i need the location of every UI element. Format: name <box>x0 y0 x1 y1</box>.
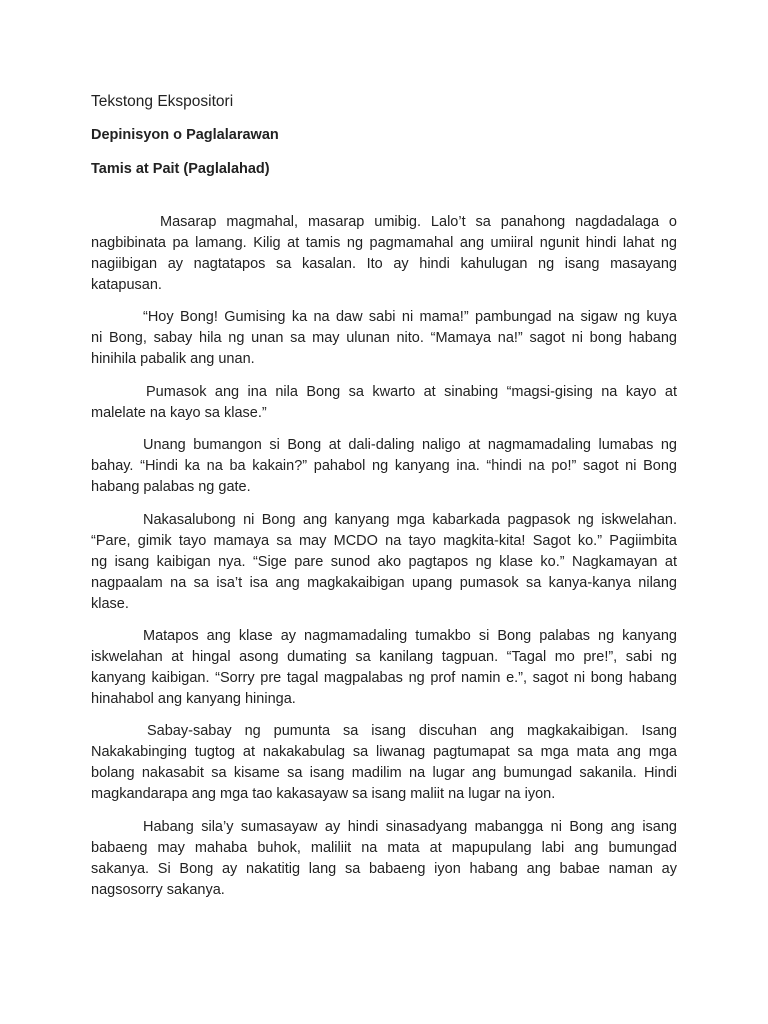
paragraph-line: habang palabas ng gate. <box>91 479 251 496</box>
paragraph-line: sakanya. Si Bong ay nakatitig lang sa babaeng iyon habang ang babae naman ay <box>91 860 677 877</box>
paragraph-line: malelate na kayo sa klase.” <box>91 404 267 421</box>
paragraph-line: bolang nakasabit sa kisame sa isang madilim na lugar ang bumungad sakanila. Hindi <box>91 765 677 782</box>
paragraph-line: nagbibinata pa lamang. Kilig at tamis ng pagmamahal ang umiiral ngunit hindi lahat ng <box>91 235 677 251</box>
document-title: Tekstong Ekspositori <box>91 93 234 110</box>
paragraph <box>91 382 677 424</box>
paragraph <box>91 435 677 498</box>
paragraph <box>91 626 677 710</box>
paragraph-line: Sabay-sabay ng pumunta sa isang discuhan ang magkakaibigan. Isang <box>147 723 677 740</box>
paragraph-line: Pumasok ang ina nila Bong sa kwarto at sinabing “magsi-gising na kayo at <box>146 383 677 400</box>
paragraph-line: nagiibigan ay nagtatapos sa kasalan. Ito ay hindi kahulugan ng isang masayang <box>91 256 677 272</box>
paragraph <box>91 212 677 296</box>
paragraph-line: Habang sila’y sumasayaw ay hindi sinasadyang mabangga ni Bong ang isang <box>143 818 677 835</box>
paragraph-line: bahay. “Hindi ka na ba kakain?” pahabol ng kanyang ina. “hindi na po!” sagot ni Bong <box>91 458 677 475</box>
paragraph-line: ni Bong, sabay hila ng unan sa may ulunan nito. “Mamaya na!” sagot ni bong habang <box>91 330 677 347</box>
paragraph-line: iskwelahan at hingal asong dumating sa kanilang tagpuan. “Tagal mo pre!”, sabi ng <box>91 648 677 665</box>
document-subtitle: Depinisyon o Paglalarawan <box>91 127 279 143</box>
paragraph-line: nagpaalam na sa isa’t isa ang magkakaibigan upang pumasok sa kanya-kanya nilang <box>91 574 677 591</box>
paragraph <box>91 817 677 901</box>
paragraph-line: Unang bumangon si Bong at dali-daling naligo at nagmamadaling lumabas ng <box>143 437 677 454</box>
paragraph-line: hinahabol ang kanyang hininga. <box>91 690 296 707</box>
paragraph-line: Matapos ang klase ay nagmamadaling tumakbo si Bong palabas ng kanyang <box>143 627 677 644</box>
paragraph-line: Nakakabinging tugtog at nakakabulag sa liwanag pagtumapat sa mga mata ang mga <box>91 744 677 761</box>
paragraph-line: “Pare, gimik tayo mamaya sa may MCDO na tayo magkita-kita! Sagot ko.” Pagiimbita <box>91 532 677 549</box>
paragraph-line: magkandarapa ang mga tao kakasayaw sa isang maliit na lugar na iyon. <box>91 786 556 803</box>
document-page <box>91 91 677 912</box>
paragraph-line: “Hoy Bong! Gumising ka na daw sabi ni mama!” pambungad na sigaw ng kuya <box>143 309 677 326</box>
paragraph <box>91 307 677 370</box>
section-heading: Tamis at Pait (Paglalahad) <box>91 161 270 177</box>
paragraph-line: kanyang kaibigan. “Sorry pre tagal magpalabas ng prof namin e.”, sagot ni bong habang <box>91 669 677 686</box>
paragraph-line: Masarap magmahal, masarap umibig. Lalo’t sa panahong nagdadalaga o <box>160 214 677 230</box>
paragraph-line: ng isang kaibigan nya. “Sige pare sunod ako pagtapos ng klase ko.” Nagkamayan at <box>91 553 677 570</box>
paragraph <box>91 510 677 615</box>
paragraph <box>91 721 677 805</box>
paragraph-line: klase. <box>91 595 129 612</box>
paragraph-line: hinihila pabalik ang unan. <box>91 351 255 368</box>
paragraph-line: Nakasalubong ni Bong ang kanyang mga kabarkada pagpasok ng iskwelahan. <box>143 511 677 528</box>
paragraph-line: katapusan. <box>91 277 162 293</box>
paragraph-line: nagsosorry sakanya. <box>91 881 225 898</box>
paragraph-line: babaeng may mahaba buhok, maliliit na mata at mapupulang labi ang bumungad <box>91 839 677 856</box>
